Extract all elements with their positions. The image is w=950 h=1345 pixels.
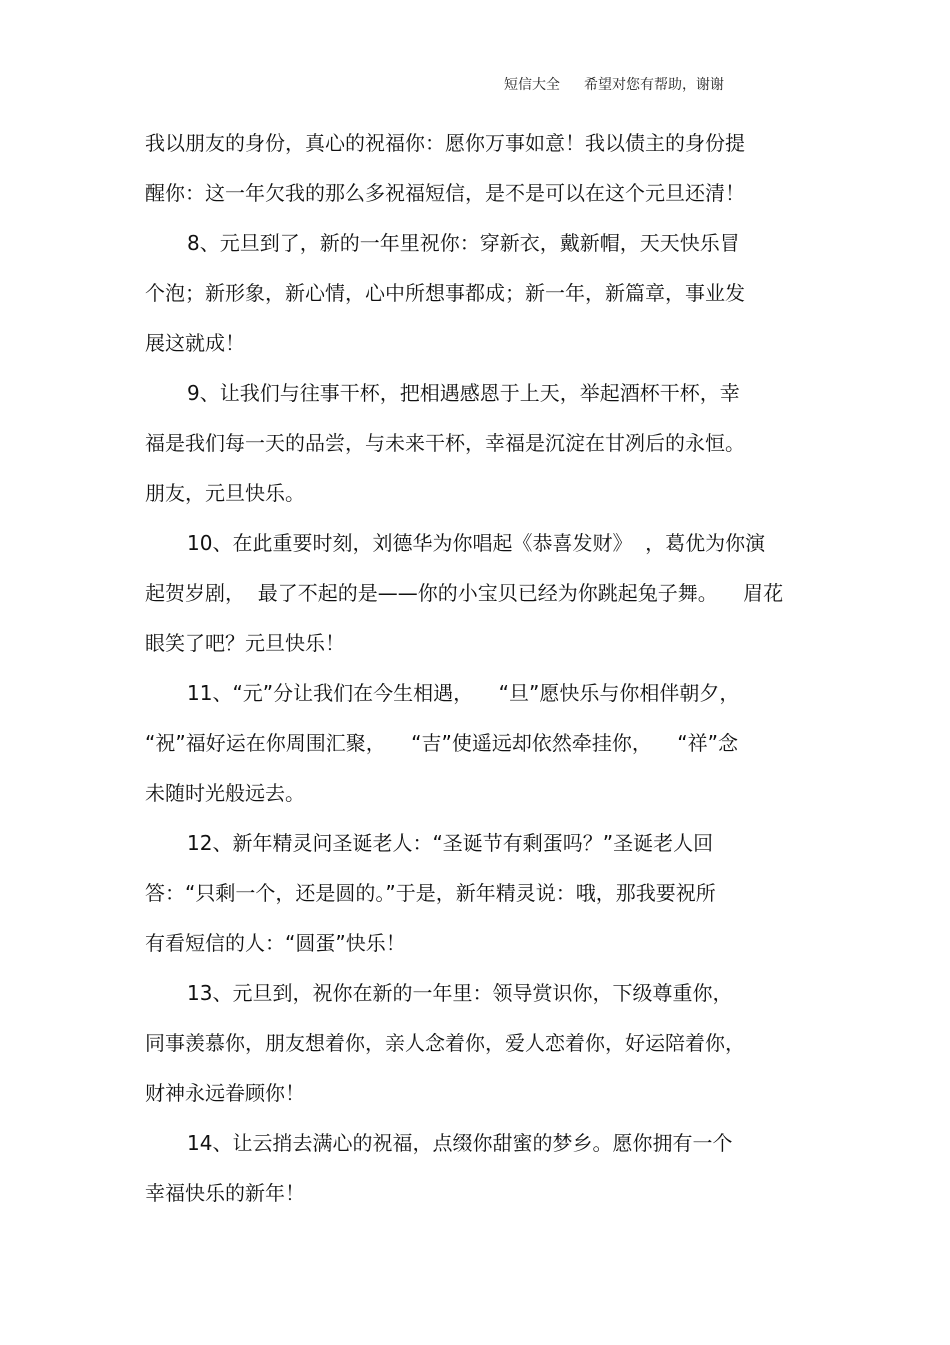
- text-line: 醒你：这一年欠我的那么多祝福短信，是不是可以在这个元旦还清！: [145, 181, 745, 205]
- text-line: 财神永远眷顾你！: [145, 1081, 305, 1105]
- text-line: 展这就成！: [145, 331, 245, 355]
- page-header: [504, 74, 724, 94]
- text-line: 同事羡慕你，朋友想着你，亲人念着你，爱人恋着你，好运陪着你，: [145, 1031, 745, 1055]
- text-line: 朋友，元旦快乐。: [145, 481, 305, 505]
- text-line: 11、“元”分让我们在今生相遇， “旦”愿快乐与你相伴朝夕，: [187, 681, 740, 705]
- text-line: 有看短信的人：“圆蛋”快乐！: [145, 931, 406, 955]
- text-line: 眼笑了吧？元旦快乐！: [145, 631, 345, 655]
- text-line: 个泡；新形象，新心情，心中所想事都成；新一年，新篇章，事业发: [145, 281, 745, 305]
- text-line: 未随时光般远去。: [145, 781, 305, 805]
- text-line: “祝”福好运在你周围汇聚， “吉”使遥远却依然牵挂你， “祥”念: [145, 731, 739, 755]
- header-right-text: 希望对您有帮助，谢谢: [584, 77, 724, 93]
- text-line: 我以朋友的身份，真心的祝福你：愿你万事如意！我以债主的身份提: [145, 131, 745, 155]
- text-line: 幸福快乐的新年！: [145, 1181, 305, 1205]
- text-line: 答：“只剩一个，还是圆的。”于是，新年精灵说：哦，那我要祝所: [145, 881, 716, 905]
- text-line: 10、在此重要时刻，刘德华为你唱起《恭喜发财》 ，葛优为你演: [187, 531, 766, 555]
- text-line: 13、元旦到，祝你在新的一年里：领导赏识你，下级尊重你，: [187, 981, 733, 1005]
- text-line: 12、新年精灵问圣诞老人：“圣诞节有剩蛋吗？”圣诞老人回: [187, 831, 714, 855]
- text-line: 9、让我们与往事干杯，把相遇感恩于上天，举起酒杯干杯，幸: [187, 381, 740, 405]
- text-line: 起贺岁剧， 最了不起的是——你的小宝贝已经为你跳起兔子舞。 眉花: [145, 581, 784, 605]
- text-line: 14、让云捎去满心的祝福，点缀你甜蜜的梦乡。愿你拥有一个: [187, 1131, 733, 1155]
- text-line: 8、元旦到了，新的一年里祝你：穿新衣，戴新帽，天天快乐冒: [187, 231, 740, 255]
- header-left-text: 短信大全: [504, 77, 560, 93]
- text-line: 福是我们每一天的品尝，与未来干杯，幸福是沉淀在甘冽后的永恒。: [145, 431, 745, 455]
